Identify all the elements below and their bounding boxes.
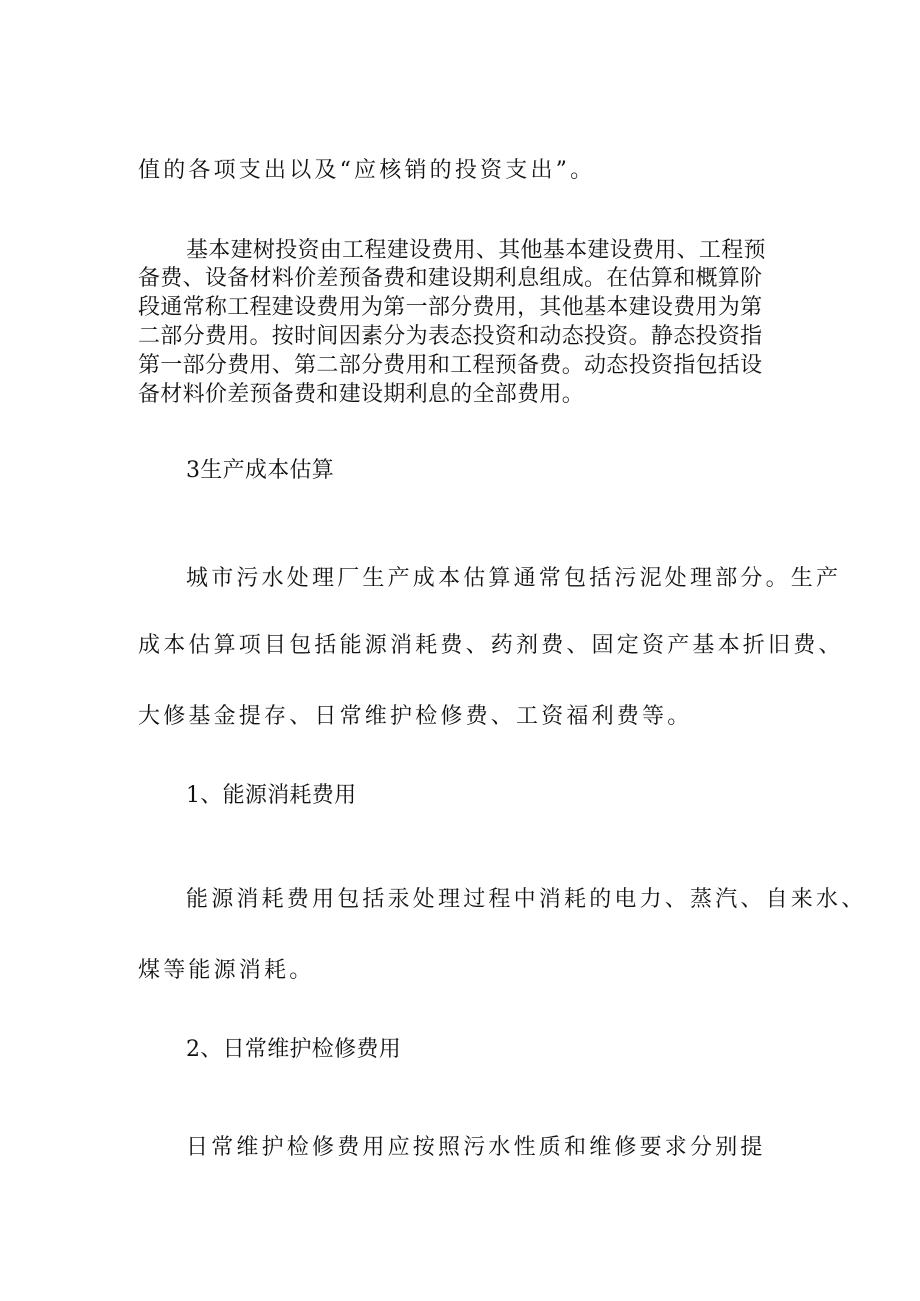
paragraph-line: 大修基金提存、日常维护检修费、工资福利费等。: [138, 704, 693, 729]
subsection-heading: 1、能源消耗费用: [186, 783, 357, 808]
paragraph-line: 备材料价差预备费和建设期利息的全部费用。: [138, 382, 585, 407]
paragraph-line: 二部分费用。按时间因素分为表态投资和动态投资。静态投资指: [138, 324, 763, 349]
paragraph-line: 成本估算项目包括能源消耗费、药剂费、固定资产基本折旧费、: [138, 633, 844, 658]
section-heading: 3生产成本估算: [186, 458, 335, 483]
paragraph-line: 基本建树投资由工程建设费用、其他基本建设费用、工程预: [186, 238, 766, 263]
paragraph-line: 日常维护检修费用应按照污水性质和维修要求分别提: [186, 1135, 766, 1160]
paragraph-line: 城市污水处理厂生产成本估算通常包括污泥处理部分。生产: [186, 566, 842, 591]
paragraph-line: 煤等能源消耗。: [138, 958, 315, 983]
paragraph-line: 第一部分费用、第二部分费用和工程预备费。动态投资指包括设: [138, 353, 763, 378]
paragraph-line: 备费、设备材料价差预备费和建设期利息组成。在估算和概算阶: [138, 266, 763, 291]
paragraph-line: 段通常称工程建设费用为第一部分费用，其他基本建设费用为第: [138, 295, 763, 320]
subsection-heading: 2、日常维护检修费用: [186, 1037, 401, 1062]
paragraph-line: 能源消耗费用包括汞处理过程中消耗的电力、蒸汽、自来水、: [186, 887, 867, 912]
paragraph-line: 值的各项支出以及“应核销的投资支出”。: [138, 158, 596, 183]
